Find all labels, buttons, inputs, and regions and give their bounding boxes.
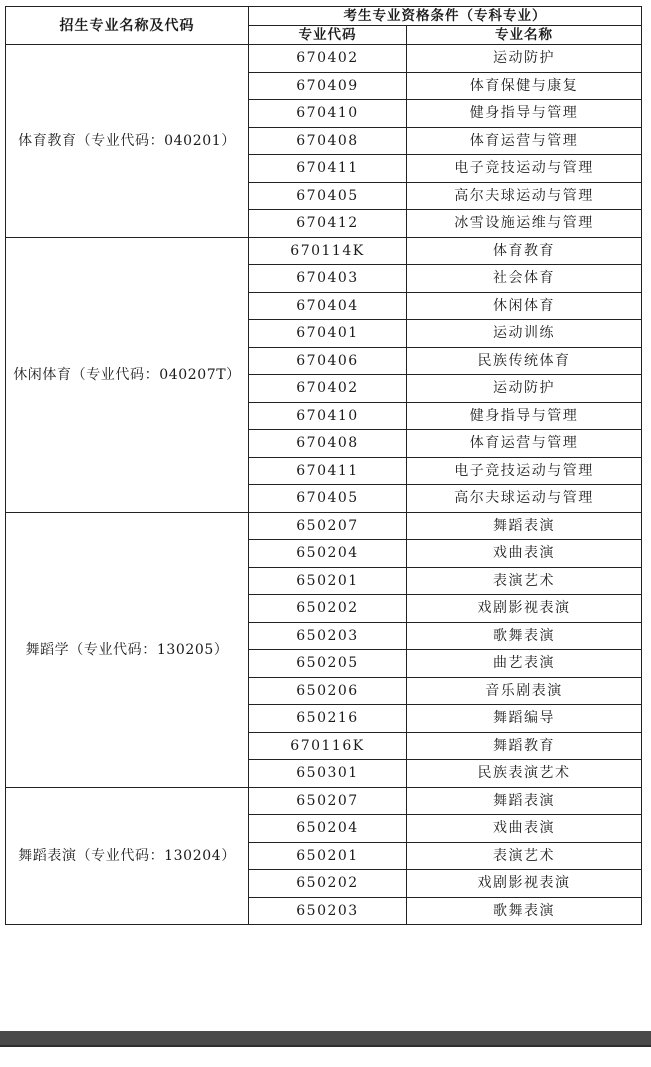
- specialty-name-cell: 电子竞技运动与管理: [407, 155, 642, 183]
- specialty-name-cell: 体育保健与康复: [407, 72, 642, 100]
- specialty-name-cell: 戏剧影视表演: [407, 870, 642, 898]
- code-column-header: 专业代码: [249, 26, 407, 45]
- specialty-name-cell: 运动训练: [407, 320, 642, 348]
- specialty-code-cell: 670116K: [249, 732, 407, 760]
- qualification-table: [5, 6, 642, 925]
- specialty-code-cell: 670411: [249, 155, 407, 183]
- specialty-name-cell: 高尔夫球运动与管理: [407, 485, 642, 513]
- specialty-code-cell: 670402: [249, 375, 407, 403]
- header-row-top: [6, 7, 642, 26]
- specialty-code-cell: 650207: [249, 787, 407, 815]
- specialty-name-cell: 舞蹈教育: [407, 732, 642, 760]
- specialty-name-cell: 运动防护: [407, 45, 642, 73]
- qualification-table-container: [5, 6, 641, 925]
- specialty-name-cell: 舞蹈表演: [407, 787, 642, 815]
- bottom-scroll-bar: [0, 1031, 651, 1047]
- specialty-code-cell: 650202: [249, 595, 407, 623]
- major-name-cell: 舞蹈表演（专业代码：130204）: [6, 787, 249, 925]
- specialty-name-cell: 健身指导与管理: [407, 100, 642, 128]
- major-name-cell: 舞蹈学（专业代码：130205）: [6, 512, 249, 787]
- specialty-name-cell: 戏曲表演: [407, 815, 642, 843]
- specialty-name-cell: 曲艺表演: [407, 650, 642, 678]
- table-body: [6, 45, 642, 925]
- qualification-column-header: 考生专业资格条件（专科专业）: [249, 7, 642, 26]
- specialty-name-cell: 运动防护: [407, 375, 642, 403]
- specialty-name-cell: 民族表演艺术: [407, 760, 642, 788]
- specialty-code-cell: 670401: [249, 320, 407, 348]
- specialty-code-cell: 650201: [249, 567, 407, 595]
- specialty-name-cell: 表演艺术: [407, 842, 642, 870]
- specialty-code-cell: 670412: [249, 210, 407, 238]
- specialty-code-cell: 650204: [249, 815, 407, 843]
- specialty-name-cell: 体育运营与管理: [407, 430, 642, 458]
- specialty-name-cell: 歌舞表演: [407, 622, 642, 650]
- specialty-code-cell: 650207: [249, 512, 407, 540]
- table-row: [6, 512, 642, 540]
- specialty-code-cell: 650216: [249, 705, 407, 733]
- specialty-code-cell: 670409: [249, 72, 407, 100]
- specialty-code-cell: 650201: [249, 842, 407, 870]
- specialty-code-cell: 650205: [249, 650, 407, 678]
- table-row: [6, 45, 642, 73]
- specialty-name-cell: 高尔夫球运动与管理: [407, 182, 642, 210]
- specialty-code-cell: 670404: [249, 292, 407, 320]
- specialty-code-cell: 670402: [249, 45, 407, 73]
- specialty-code-cell: 650203: [249, 897, 407, 925]
- specialty-code-cell: 650204: [249, 540, 407, 568]
- specialty-code-cell: 650202: [249, 870, 407, 898]
- specialty-code-cell: 670408: [249, 127, 407, 155]
- specialty-name-cell: 民族传统体育: [407, 347, 642, 375]
- specialty-name-cell: 电子竞技运动与管理: [407, 457, 642, 485]
- specialty-code-cell: 670410: [249, 402, 407, 430]
- specialty-code-cell: 670411: [249, 457, 407, 485]
- specialty-code-cell: 670408: [249, 430, 407, 458]
- major-column-header: 招生专业名称及代码: [6, 7, 249, 45]
- specialty-code-cell: 650301: [249, 760, 407, 788]
- name-column-header: 专业名称: [407, 26, 642, 45]
- specialty-name-cell: 歌舞表演: [407, 897, 642, 925]
- table-row: [6, 787, 642, 815]
- specialty-code-cell: 650206: [249, 677, 407, 705]
- specialty-name-cell: 体育教育: [407, 237, 642, 265]
- specialty-name-cell: 健身指导与管理: [407, 402, 642, 430]
- specialty-name-cell: 戏剧影视表演: [407, 595, 642, 623]
- specialty-code-cell: 670410: [249, 100, 407, 128]
- table-row: [6, 237, 642, 265]
- specialty-code-cell: 670114K: [249, 237, 407, 265]
- specialty-name-cell: 体育运营与管理: [407, 127, 642, 155]
- specialty-code-cell: 670405: [249, 485, 407, 513]
- specialty-code-cell: 670406: [249, 347, 407, 375]
- specialty-name-cell: 舞蹈编导: [407, 705, 642, 733]
- specialty-name-cell: 舞蹈表演: [407, 512, 642, 540]
- specialty-code-cell: 650203: [249, 622, 407, 650]
- major-name-cell: 体育教育（专业代码：040201）: [6, 45, 249, 238]
- specialty-name-cell: 休闲体育: [407, 292, 642, 320]
- specialty-name-cell: 戏曲表演: [407, 540, 642, 568]
- specialty-name-cell: 音乐剧表演: [407, 677, 642, 705]
- major-name-cell: 休闲体育（专业代码：040207T）: [6, 237, 249, 512]
- specialty-name-cell: 冰雪设施运维与管理: [407, 210, 642, 238]
- table-header: [6, 7, 642, 45]
- specialty-code-cell: 670405: [249, 182, 407, 210]
- specialty-name-cell: 表演艺术: [407, 567, 642, 595]
- specialty-name-cell: 社会体育: [407, 265, 642, 293]
- specialty-code-cell: 670403: [249, 265, 407, 293]
